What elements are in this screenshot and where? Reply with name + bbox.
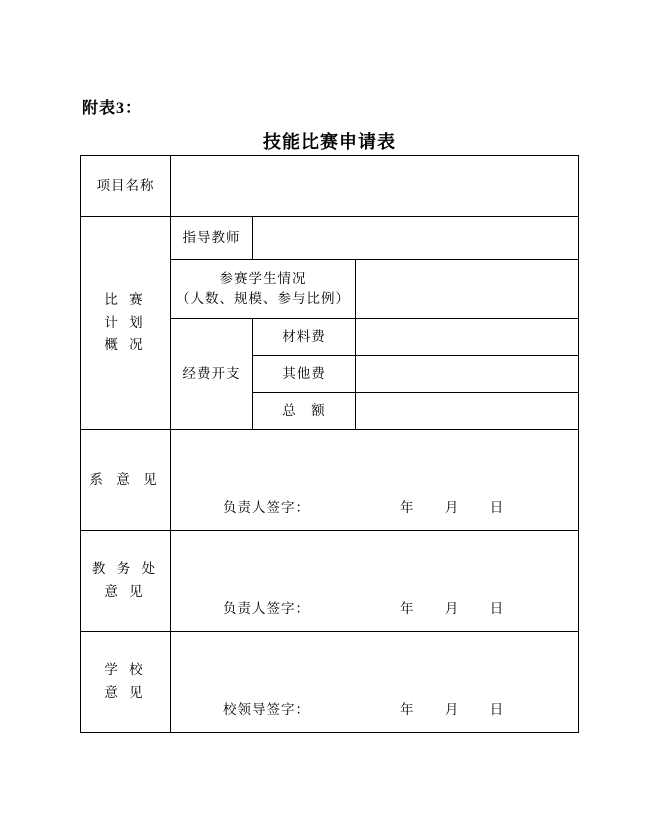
academic-affairs-label-line-1: 教 务 处 [91, 561, 160, 577]
table-row [81, 632, 579, 733]
school-opinion-area[interactable] [171, 632, 579, 733]
table-row [81, 430, 579, 531]
attachment-label: 附表3： [82, 100, 143, 117]
date-fields [400, 496, 504, 516]
expense-item-label-total: 总 额 [253, 393, 356, 430]
expense-item-value-total[interactable] [356, 393, 579, 430]
students-label-line-1: 参赛学生情况 [219, 270, 307, 286]
instructor-label: 指导教师 [171, 217, 253, 260]
page-title: 技能比赛申请表 [263, 132, 396, 152]
table-row [81, 156, 579, 217]
signature-person-label: 负责人签字： [223, 500, 310, 515]
plan-overview-line-1: 比 赛 [104, 291, 147, 307]
date-year-label: 年 [400, 702, 415, 717]
date-day-label: 日 [489, 500, 505, 515]
academic-affairs-opinion-label [81, 531, 171, 632]
school-label-line-1: 学 校 [104, 662, 147, 678]
signature-row [171, 597, 578, 617]
project-name-value[interactable] [171, 156, 579, 217]
date-fields [400, 698, 504, 718]
expense-item-value-other[interactable] [356, 356, 579, 393]
date-month-label: 月 [444, 702, 460, 717]
table-row [81, 217, 579, 260]
expense-item-value-material[interactable] [356, 319, 579, 356]
signature-school-leader-label: 校领导签字： [223, 702, 310, 717]
instructor-value[interactable] [253, 217, 579, 260]
table-row [81, 531, 579, 632]
plan-overview-line-3: 概 况 [104, 337, 147, 353]
students-label [171, 260, 356, 319]
expense-item-label-other: 其他费 [253, 356, 356, 393]
date-month-label: 月 [444, 500, 460, 515]
application-form-table [80, 155, 579, 733]
date-month-label: 月 [444, 601, 460, 616]
signature-row [171, 496, 578, 516]
project-name-label: 项目名称 [81, 156, 171, 217]
academic-affairs-label-line-2: 意 见 [104, 584, 147, 599]
date-year-label: 年 [400, 500, 415, 515]
school-label-line-2: 意 见 [104, 685, 147, 700]
expense-item-label-material: 材料费 [253, 319, 356, 356]
signature-person-label: 负责人签字： [223, 601, 310, 616]
date-year-label: 年 [400, 601, 415, 616]
students-label-line-2: （人数、规模、参与比例） [176, 291, 350, 306]
department-opinion-label: 系 意 见 [81, 430, 171, 531]
date-fields [400, 597, 504, 617]
school-opinion-label [81, 632, 171, 733]
signature-row [171, 698, 578, 718]
academic-affairs-opinion-area[interactable] [171, 531, 579, 632]
students-value[interactable] [356, 260, 579, 319]
date-day-label: 日 [489, 702, 505, 717]
date-day-label: 日 [489, 601, 505, 616]
expense-label: 经费开支 [171, 319, 253, 430]
department-opinion-area[interactable] [171, 430, 579, 531]
plan-overview-line-2: 计 划 [104, 314, 147, 330]
plan-overview-label [81, 217, 171, 430]
